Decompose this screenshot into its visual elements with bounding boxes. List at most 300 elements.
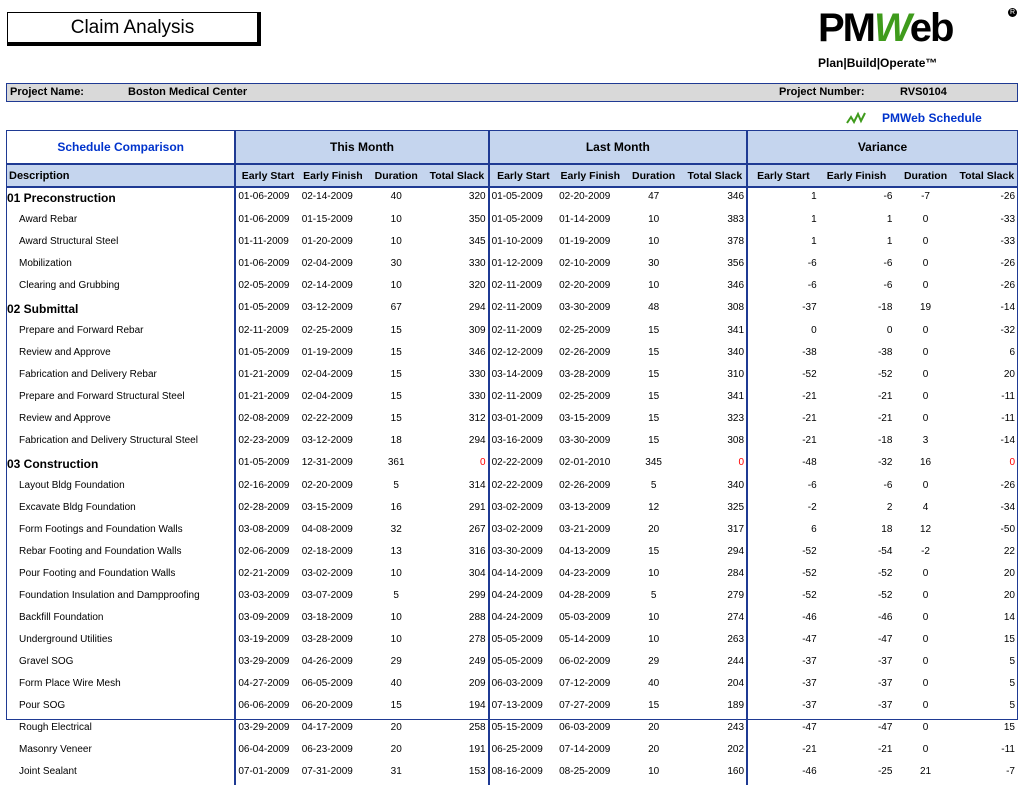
cell-this-month-early-finish: 06-23-2009: [301, 744, 353, 755]
cell-this-month-total-slack: 291: [426, 499, 488, 521]
cell-variance-early-start: -52: [802, 568, 817, 579]
cell-variance-total-slack: -14: [1000, 435, 1015, 446]
cell-variance-total-slack: -14: [1000, 302, 1015, 313]
cell-this-month-total-slack: 330: [426, 388, 488, 410]
cell-last-month-early-start: 04-14-2009: [491, 568, 543, 579]
cell-variance-early-start: -52: [802, 369, 817, 380]
cell-this-month-total-slack: 350: [426, 211, 488, 233]
cell-last-month-early-start: 07-13-2009: [491, 700, 543, 711]
cell-variance-early-finish: -25: [877, 766, 893, 777]
cell-last-month-total-slack: 317: [684, 521, 747, 543]
cell-this-month-duration: 30: [390, 258, 402, 269]
cell-last-month-duration: 10: [648, 236, 660, 247]
row-description: 01 Preconstruction: [7, 187, 235, 211]
table-row: [7, 255, 1017, 277]
table-row: [7, 344, 1017, 366]
cell-this-month-early-finish: 03-07-2009: [301, 590, 353, 601]
cell-last-month-early-finish: 04-23-2009: [559, 568, 611, 579]
cell-last-month-early-finish: 03-15-2009: [559, 413, 611, 424]
cell-variance-duration: 12: [919, 524, 932, 535]
cell-this-month-duration: 10: [390, 612, 402, 623]
cell-last-month-early-start: 02-12-2009: [491, 347, 543, 358]
cell-last-month-duration: 345: [645, 457, 662, 468]
cell-last-month-total-slack: 346: [684, 277, 747, 299]
cell-last-month-early-start: 02-11-2009: [491, 302, 543, 313]
cell-this-month-early-finish: 02-14-2009: [301, 191, 353, 202]
cell-this-month-duration: 10: [390, 280, 402, 291]
cell-variance-early-start: -21: [802, 391, 817, 402]
cell-this-month-total-slack: 330: [426, 255, 488, 277]
table-row: [7, 587, 1017, 609]
cell-variance-duration: -7: [921, 191, 930, 202]
cell-this-month-early-finish: 04-17-2009: [301, 722, 353, 733]
table-row: [7, 719, 1017, 741]
cell-this-month-early-finish: 03-28-2009: [301, 634, 353, 645]
cell-this-month-early-start: 02-16-2009: [238, 480, 290, 491]
cell-this-month-duration: 40: [390, 191, 402, 202]
cell-variance-early-finish: -54: [877, 546, 893, 557]
row-description: Form Place Wire Mesh: [7, 675, 235, 697]
cell-last-month-total-slack: 0: [684, 454, 747, 477]
cell-last-month-total-slack: 341: [684, 388, 747, 410]
cell-variance-early-start: -21: [802, 435, 817, 446]
cell-last-month-early-start: 01-12-2009: [491, 258, 543, 269]
cell-last-month-early-finish: 01-19-2009: [559, 236, 611, 247]
cell-variance-total-slack: -26: [1000, 280, 1015, 291]
cell-last-month-early-start: 02-22-2009: [491, 480, 543, 491]
column-header-variance-early-start: Early Start: [747, 164, 819, 187]
row-description: 03 Construction: [7, 454, 235, 477]
column-header-last-month-total-slack: Total Slack: [684, 164, 747, 187]
cell-this-month-early-finish: 03-02-2009: [301, 568, 353, 579]
table-row: [7, 631, 1017, 653]
cell-variance-early-start: -37: [802, 678, 817, 689]
cell-variance-duration: 0: [922, 325, 929, 336]
cell-variance-duration: 0: [922, 700, 929, 711]
cell-this-month-total-slack: 258: [426, 719, 488, 741]
cell-variance-total-slack: 5: [1009, 656, 1015, 667]
last-month-header: Last Month: [489, 131, 747, 164]
cell-last-month-duration: 15: [648, 347, 660, 358]
schedule-comparison-table: [6, 130, 1018, 777]
cell-last-month-early-finish: 07-14-2009: [559, 744, 611, 755]
cell-variance-total-slack: -11: [1001, 413, 1015, 424]
cell-variance-early-start: -47: [802, 634, 817, 645]
row-description: Mobilization: [7, 255, 235, 277]
cell-this-month-early-start: 01-06-2009: [238, 214, 290, 225]
table-row: [7, 609, 1017, 631]
cell-last-month-early-finish: 06-03-2009: [559, 722, 611, 733]
cell-last-month-duration: 15: [648, 413, 660, 424]
cell-last-month-total-slack: 308: [684, 432, 747, 454]
logo-eb: eb: [909, 6, 953, 50]
cell-last-month-duration: 20: [648, 722, 660, 733]
cell-variance-total-slack: 20: [1003, 590, 1015, 601]
table-row: [7, 763, 1017, 785]
cell-this-month-early-start: 02-06-2009: [238, 546, 290, 557]
cell-variance-duration: 0: [922, 214, 929, 225]
table-row: [7, 388, 1017, 410]
cell-last-month-early-start: 01-05-2009: [491, 191, 543, 202]
cell-variance-duration: 0: [922, 347, 929, 358]
table-row: [7, 277, 1017, 299]
cell-this-month-total-slack: 0: [426, 454, 488, 477]
cell-last-month-early-start: 01-10-2009: [491, 236, 543, 247]
cell-this-month-early-start: 01-05-2009: [238, 347, 290, 358]
cell-variance-total-slack: 15: [1003, 722, 1015, 733]
row-description: Rough Electrical: [7, 719, 235, 741]
cell-variance-early-finish: 18: [881, 524, 893, 535]
cell-variance-early-finish: 1: [886, 214, 893, 225]
cell-this-month-total-slack: 153: [426, 763, 488, 785]
cell-last-month-duration: 10: [648, 568, 660, 579]
cell-this-month-duration: 15: [390, 700, 402, 711]
cell-variance-total-slack: 15: [1003, 634, 1015, 645]
cell-last-month-duration: 20: [648, 744, 660, 755]
cell-variance-total-slack: 20: [1003, 568, 1015, 579]
cell-this-month-duration: 10: [390, 634, 402, 645]
cell-variance-early-start: 6: [811, 524, 817, 535]
cell-last-month-duration: 48: [648, 302, 660, 313]
cell-last-month-duration: 10: [648, 214, 660, 225]
cell-variance-total-slack: 5: [1009, 678, 1015, 689]
cell-variance-early-start: 1: [811, 214, 817, 225]
cell-variance-early-finish: 1: [886, 236, 893, 247]
cell-variance-total-slack: -34: [1000, 502, 1015, 513]
project-number-label: Project Number:: [779, 86, 865, 98]
cell-last-month-early-start: 06-25-2009: [491, 744, 543, 755]
project-name-value: Boston Medical Center: [128, 86, 248, 98]
cell-variance-early-finish: -52: [877, 369, 893, 380]
logo-tagline: [818, 56, 937, 70]
column-header-last-month-duration: Duration: [624, 164, 684, 187]
cell-last-month-early-start: 05-05-2009: [491, 656, 543, 667]
cell-last-month-duration: 5: [650, 590, 657, 601]
cell-this-month-total-slack: 304: [426, 565, 488, 587]
cell-this-month-early-start: 01-11-2009: [238, 236, 289, 247]
cell-this-month-early-finish: 03-12-2009: [301, 302, 353, 313]
cell-variance-total-slack: -7: [1006, 766, 1015, 777]
pmweb-schedule-link[interactable]: [846, 111, 982, 125]
cell-last-month-total-slack: 346: [684, 187, 747, 211]
cell-last-month-duration: 10: [648, 766, 660, 777]
cell-variance-duration: 0: [922, 568, 929, 579]
cell-this-month-total-slack: 278: [426, 631, 488, 653]
row-description: 02 Submittal: [7, 299, 235, 322]
cell-variance-early-finish: -37: [877, 656, 893, 667]
cell-this-month-duration: 40: [390, 678, 402, 689]
cell-this-month-duration: 15: [390, 369, 402, 380]
cell-variance-early-start: -6: [807, 258, 817, 269]
cell-last-month-early-start: 05-15-2009: [491, 722, 543, 733]
cell-this-month-early-finish: 01-20-2009: [301, 236, 353, 247]
row-description: Excavate Bldg Foundation: [7, 499, 235, 521]
cell-last-month-early-finish: 03-21-2009: [559, 524, 611, 535]
cell-this-month-early-start: 03-19-2009: [238, 634, 290, 645]
cell-variance-duration: 19: [919, 302, 932, 313]
cell-variance-early-finish: -6: [883, 480, 893, 491]
table-group-row: [7, 187, 1017, 211]
cell-this-month-early-start: 03-09-2009: [238, 612, 290, 623]
row-description: Foundation Insulation and Dampproofing: [7, 587, 235, 609]
cell-this-month-early-finish: 03-15-2009: [301, 502, 353, 513]
cell-this-month-early-start: 01-06-2009: [238, 258, 290, 269]
cell-this-month-total-slack: 209: [426, 675, 488, 697]
column-header-variance-duration: Duration: [894, 164, 956, 187]
cell-this-month-duration: 29: [390, 656, 402, 667]
cell-last-month-early-start: 08-16-2009: [491, 766, 543, 777]
cell-this-month-early-start: 07-01-2009: [238, 766, 290, 777]
cell-variance-early-start: -47: [802, 722, 817, 733]
cell-variance-duration: 16: [919, 457, 932, 468]
table-group-row: [7, 299, 1017, 322]
pmweb-logo: [818, 4, 1018, 74]
table-row: [7, 499, 1017, 521]
cell-last-month-duration: 30: [648, 258, 660, 269]
registered-mark-icon: R: [1009, 9, 1016, 16]
cell-variance-duration: 0: [922, 258, 929, 269]
row-description: Award Structural Steel: [7, 233, 235, 255]
cell-last-month-early-finish: 05-14-2009: [559, 634, 611, 645]
cell-last-month-total-slack: 378: [684, 233, 747, 255]
cell-variance-early-finish: -46: [877, 612, 893, 623]
cell-last-month-early-finish: 07-27-2009: [559, 700, 611, 711]
column-header-this-month-total-slack: Total Slack: [426, 164, 488, 187]
cell-this-month-early-start: 03-29-2009: [238, 656, 290, 667]
cell-this-month-duration: 18: [390, 435, 402, 446]
cell-last-month-total-slack: 340: [684, 344, 747, 366]
row-description: Pour SOG: [7, 697, 235, 719]
cell-last-month-total-slack: 323: [684, 410, 747, 432]
cell-last-month-early-start: 03-01-2009: [491, 413, 543, 424]
cell-variance-total-slack: 5: [1009, 700, 1015, 711]
row-description: Fabrication and Delivery Structural Steel: [7, 432, 235, 454]
cell-this-month-early-start: 01-06-2009: [238, 191, 290, 202]
cell-variance-total-slack: 14: [1003, 612, 1015, 623]
cell-this-month-early-start: 02-05-2009: [238, 280, 290, 291]
cell-this-month-total-slack: 330: [426, 366, 488, 388]
cell-last-month-total-slack: 274: [684, 609, 747, 631]
cell-variance-early-finish: -6: [883, 258, 893, 269]
cell-variance-early-finish: -6: [883, 280, 893, 291]
cell-variance-duration: 0: [922, 744, 929, 755]
cell-last-month-total-slack: 189: [684, 697, 747, 719]
project-name-label: Project Name:: [10, 86, 84, 98]
cell-variance-duration: 0: [922, 722, 929, 733]
cell-this-month-early-start: 06-06-2009: [238, 700, 290, 711]
cell-variance-early-start: 0: [811, 325, 817, 336]
cell-last-month-early-finish: 06-02-2009: [559, 656, 611, 667]
cell-last-month-total-slack: 279: [684, 587, 747, 609]
cell-variance-early-start: -46: [802, 766, 817, 777]
cell-last-month-early-start: 04-24-2009: [491, 590, 543, 601]
group-header-row: [7, 131, 1017, 164]
cell-last-month-total-slack: 160: [684, 763, 747, 785]
cell-this-month-early-finish: 01-15-2009: [301, 214, 353, 225]
cell-this-month-total-slack: 346: [426, 344, 488, 366]
cell-last-month-duration: 12: [648, 502, 660, 513]
cell-variance-duration: 0: [922, 678, 929, 689]
cell-last-month-early-finish: 07-12-2009: [559, 678, 611, 689]
cell-variance-early-start: -37: [802, 302, 817, 313]
cell-last-month-early-start: 01-05-2009: [491, 214, 543, 225]
cell-variance-duration: 21: [919, 766, 932, 777]
cell-last-month-duration: 10: [648, 280, 660, 291]
cell-this-month-duration: 67: [390, 302, 402, 313]
cell-variance-total-slack: 22: [1003, 546, 1015, 557]
cell-this-month-duration: 16: [390, 502, 402, 513]
cell-last-month-total-slack: 383: [684, 211, 747, 233]
cell-variance-duration: 0: [922, 369, 929, 380]
table-row: [7, 697, 1017, 719]
cell-this-month-total-slack: 249: [426, 653, 488, 675]
cell-variance-early-start: -6: [807, 480, 817, 491]
cell-variance-total-slack: -26: [1000, 480, 1015, 491]
row-description: Backfill Foundation: [7, 609, 235, 631]
pmweb-schedule-label: PMWeb Schedule: [882, 111, 982, 125]
cell-last-month-early-start: 05-05-2009: [491, 634, 543, 645]
cell-this-month-early-start: 01-21-2009: [238, 391, 290, 402]
column-header-row: [7, 164, 1017, 187]
cell-last-month-duration: 10: [648, 634, 660, 645]
cell-variance-duration: 0: [922, 391, 929, 402]
table-row: [7, 675, 1017, 697]
cell-variance-duration: -2: [921, 546, 930, 557]
cell-last-month-total-slack: 356: [684, 255, 747, 277]
cell-last-month-early-finish: 02-25-2009: [559, 391, 611, 402]
cell-this-month-total-slack: 320: [426, 277, 488, 299]
cell-variance-early-start: -2: [807, 502, 817, 513]
table-row: [7, 322, 1017, 344]
variance-header: Variance: [747, 131, 1017, 164]
cell-variance-early-finish: -6: [883, 191, 893, 202]
cell-this-month-duration: 361: [387, 457, 405, 468]
cell-this-month-total-slack: 345: [426, 233, 488, 255]
cell-variance-total-slack: 20: [1003, 369, 1015, 380]
cell-this-month-early-start: 04-27-2009: [238, 678, 290, 689]
cell-this-month-duration: 15: [390, 391, 402, 402]
cell-this-month-duration: 10: [390, 236, 402, 247]
cell-last-month-duration: 15: [648, 325, 660, 336]
cell-this-month-early-start: 02-23-2009: [238, 435, 290, 446]
row-description: Rebar Footing and Foundation Walls: [7, 543, 235, 565]
cell-last-month-early-finish: 02-10-2009: [559, 258, 611, 269]
project-number-value: RVS0104: [900, 86, 947, 98]
cell-variance-early-finish: -18: [877, 302, 893, 313]
cell-last-month-duration: 20: [648, 524, 660, 535]
cell-variance-early-finish: 0: [886, 325, 893, 336]
cell-this-month-early-finish: 03-18-2009: [301, 612, 353, 623]
cell-last-month-early-finish: 02-26-2009: [559, 480, 611, 491]
cell-last-month-total-slack: 308: [684, 299, 747, 322]
cell-this-month-early-finish: 04-26-2009: [301, 656, 353, 667]
cell-variance-early-start: 1: [811, 236, 817, 247]
cell-this-month-duration: 15: [390, 347, 402, 358]
cell-this-month-early-finish: 02-04-2009: [301, 258, 353, 269]
cell-variance-total-slack: -50: [1000, 524, 1015, 535]
cell-this-month-duration: 15: [390, 325, 402, 336]
cell-last-month-early-start: 03-16-2009: [491, 435, 543, 446]
schedule-comparison-header: Schedule Comparison: [7, 131, 235, 164]
cell-last-month-early-finish: 02-20-2009: [559, 280, 611, 291]
cell-variance-early-start: -46: [802, 612, 817, 623]
cell-variance-duration: 0: [922, 590, 929, 601]
cell-variance-early-finish: -21: [877, 413, 893, 424]
cell-this-month-early-start: 01-21-2009: [238, 369, 290, 380]
cell-variance-early-finish: -21: [877, 391, 893, 402]
row-description: Form Footings and Foundation Walls: [7, 521, 235, 543]
cell-variance-early-finish: -21: [877, 744, 893, 755]
cell-this-month-duration: 20: [390, 744, 402, 755]
cell-this-month-total-slack: 191: [426, 741, 488, 763]
cell-variance-duration: 0: [922, 480, 929, 491]
cell-variance-early-start: -21: [802, 413, 817, 424]
cell-variance-early-finish: -47: [877, 722, 893, 733]
cell-last-month-total-slack: 310: [684, 366, 747, 388]
cell-variance-early-start: -38: [802, 347, 817, 358]
cell-variance-duration: 0: [922, 634, 929, 645]
report-title: [7, 12, 261, 46]
column-header-this-month-duration: Duration: [366, 164, 426, 187]
cell-variance-duration: 0: [922, 280, 929, 291]
logo-wordmark: [818, 4, 952, 52]
row-description: Fabrication and Delivery Rebar: [7, 366, 235, 388]
cell-last-month-duration: 15: [648, 369, 660, 380]
cell-variance-duration: 3: [922, 435, 929, 446]
cell-variance-early-finish: -47: [877, 634, 893, 645]
cell-this-month-duration: 13: [390, 546, 402, 557]
logo-tagline-text: Plan|Build|Operate: [818, 56, 926, 70]
logo-pm: PM: [818, 6, 874, 50]
cell-last-month-early-finish: 02-20-2009: [559, 191, 611, 202]
column-header-this-month-early-start: Early Start: [235, 164, 299, 187]
cell-last-month-total-slack: 341: [684, 322, 747, 344]
row-description: Joint Sealant: [7, 763, 235, 785]
cell-variance-early-start: -52: [802, 590, 817, 601]
cell-last-month-duration: 47: [648, 191, 660, 202]
cell-this-month-early-start: 02-28-2009: [238, 502, 290, 513]
cell-last-month-total-slack: 244: [684, 653, 747, 675]
cell-this-month-total-slack: 320: [426, 187, 488, 211]
cell-variance-early-finish: -52: [877, 590, 893, 601]
table-group-row: [7, 454, 1017, 477]
cell-this-month-early-finish: 02-25-2009: [301, 325, 353, 336]
cell-variance-total-slack: -32: [1000, 325, 1015, 336]
row-description: Prepare and Forward Structural Steel: [7, 388, 235, 410]
project-info-bar: [6, 83, 1018, 102]
cell-this-month-duration: 5: [393, 480, 399, 491]
cell-this-month-duration: 32: [390, 524, 402, 535]
cell-this-month-early-finish: 03-12-2009: [301, 435, 353, 446]
column-header-this-month-early-finish: Early Finish: [300, 164, 366, 187]
table-row: [7, 565, 1017, 587]
cell-variance-total-slack: -11: [1001, 744, 1015, 755]
cell-variance-early-start: -21: [802, 744, 817, 755]
cell-last-month-duration: 40: [648, 678, 660, 689]
table-row: [7, 521, 1017, 543]
table-row: [7, 211, 1017, 233]
cell-last-month-total-slack: 284: [684, 565, 747, 587]
cell-last-month-early-finish: 01-14-2009: [559, 214, 611, 225]
cell-last-month-duration: 15: [648, 391, 660, 402]
cell-variance-duration: 4: [922, 502, 929, 513]
cell-last-month-early-start: 02-22-2009: [491, 457, 543, 468]
cell-last-month-total-slack: 243: [684, 719, 747, 741]
cell-last-month-early-start: 06-03-2009: [491, 678, 543, 689]
table-row: [7, 543, 1017, 565]
cell-this-month-early-start: 03-03-2009: [238, 590, 290, 601]
cell-last-month-early-start: 03-02-2009: [491, 502, 543, 513]
